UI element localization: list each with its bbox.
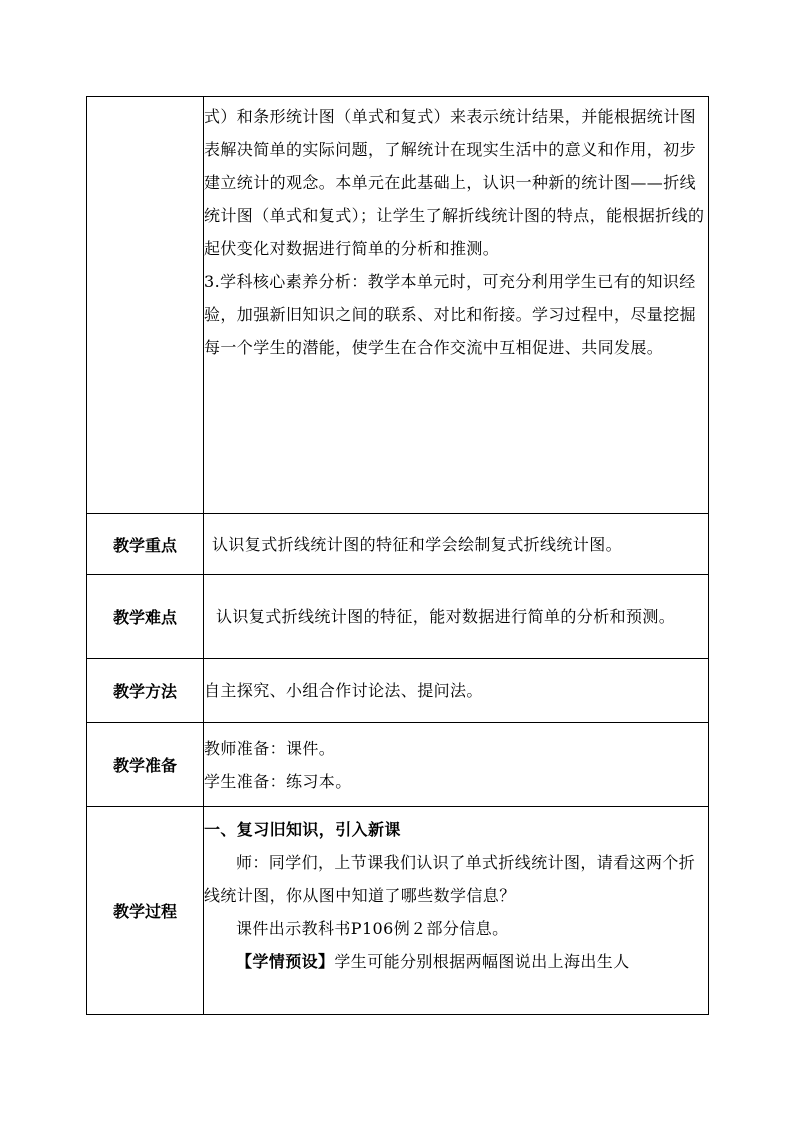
preparation-student: 学生准备：练习本。 [204, 771, 352, 791]
row-label-difficulties: 教学难点 [87, 575, 204, 659]
difficulties-text: 认识复式折线统计图的特征，能对数据进行简单的分析和预测。 [216, 607, 676, 626]
row-label-analysis [87, 97, 204, 514]
row-analysis [87, 97, 709, 514]
cell-analysis [204, 97, 709, 514]
analysis-paragraph-b: 3.学科核心素养分析：教学本单元时，可充分利用学生已有的知识经验，加强新旧知识之间的联系、对比和衔接。学习过程中，尽量挖掘每一个学生的潜能，使学生在合作交流中互相促进、共同发展。 [204, 272, 697, 357]
cell-preparation [204, 723, 709, 807]
process-heading: 一、复习旧知识，引入新课 [204, 820, 401, 839]
methods-text: 自主探究、小组合作讨论法、提问法。 [204, 681, 483, 700]
row-preparation [87, 723, 709, 807]
preparation-teacher: 教师准备：课件。 [204, 738, 336, 758]
lesson-plan-table [86, 96, 709, 1015]
row-process [87, 807, 709, 1015]
row-label-methods: 教学方法 [87, 659, 204, 723]
key-points-text: 认识复式折线统计图的特征和学会绘制复式折线统计图。 [212, 534, 623, 554]
process-teacher-line: 师：同学们，上节课我们认识了单式折线统计图，请看这两个折线统计图，你从图中知道了哪些数学信息？ [204, 853, 696, 905]
analysis-paragraph-a: 式）和条形统计图（单式和复式）来表示统计结果，并能根据统计图表解决简单的实际问题，了解统计在现实生活中的意义和作用，初步建立统计的观念。本单元在此基础上，认识一种新的统计图——折线统计图（单式和复式）；让学生了解折线统计图的特点，能根据折线的起伏变化对数据进行简单的分析和推测。 [204, 107, 705, 258]
row-methods [87, 659, 709, 723]
process-courseware-line: 课件出示教科书P106例２部分信息。 [236, 919, 509, 938]
preset-tag: 【学情预设】 [236, 952, 335, 971]
row-label-key-points: 教学重点 [87, 514, 204, 575]
row-key-points [87, 514, 709, 575]
cell-process [204, 807, 709, 1015]
preset-text: 学生可能分别根据两幅图说出上海出生人 [334, 952, 630, 971]
cell-key-points [204, 514, 709, 575]
row-label-process: 教学过程 [87, 807, 204, 1015]
row-label-preparation: 教学准备 [87, 723, 204, 807]
row-difficulties [87, 575, 709, 659]
cell-methods [204, 659, 709, 723]
cell-difficulties [204, 575, 709, 659]
process-preset-line [204, 945, 708, 978]
